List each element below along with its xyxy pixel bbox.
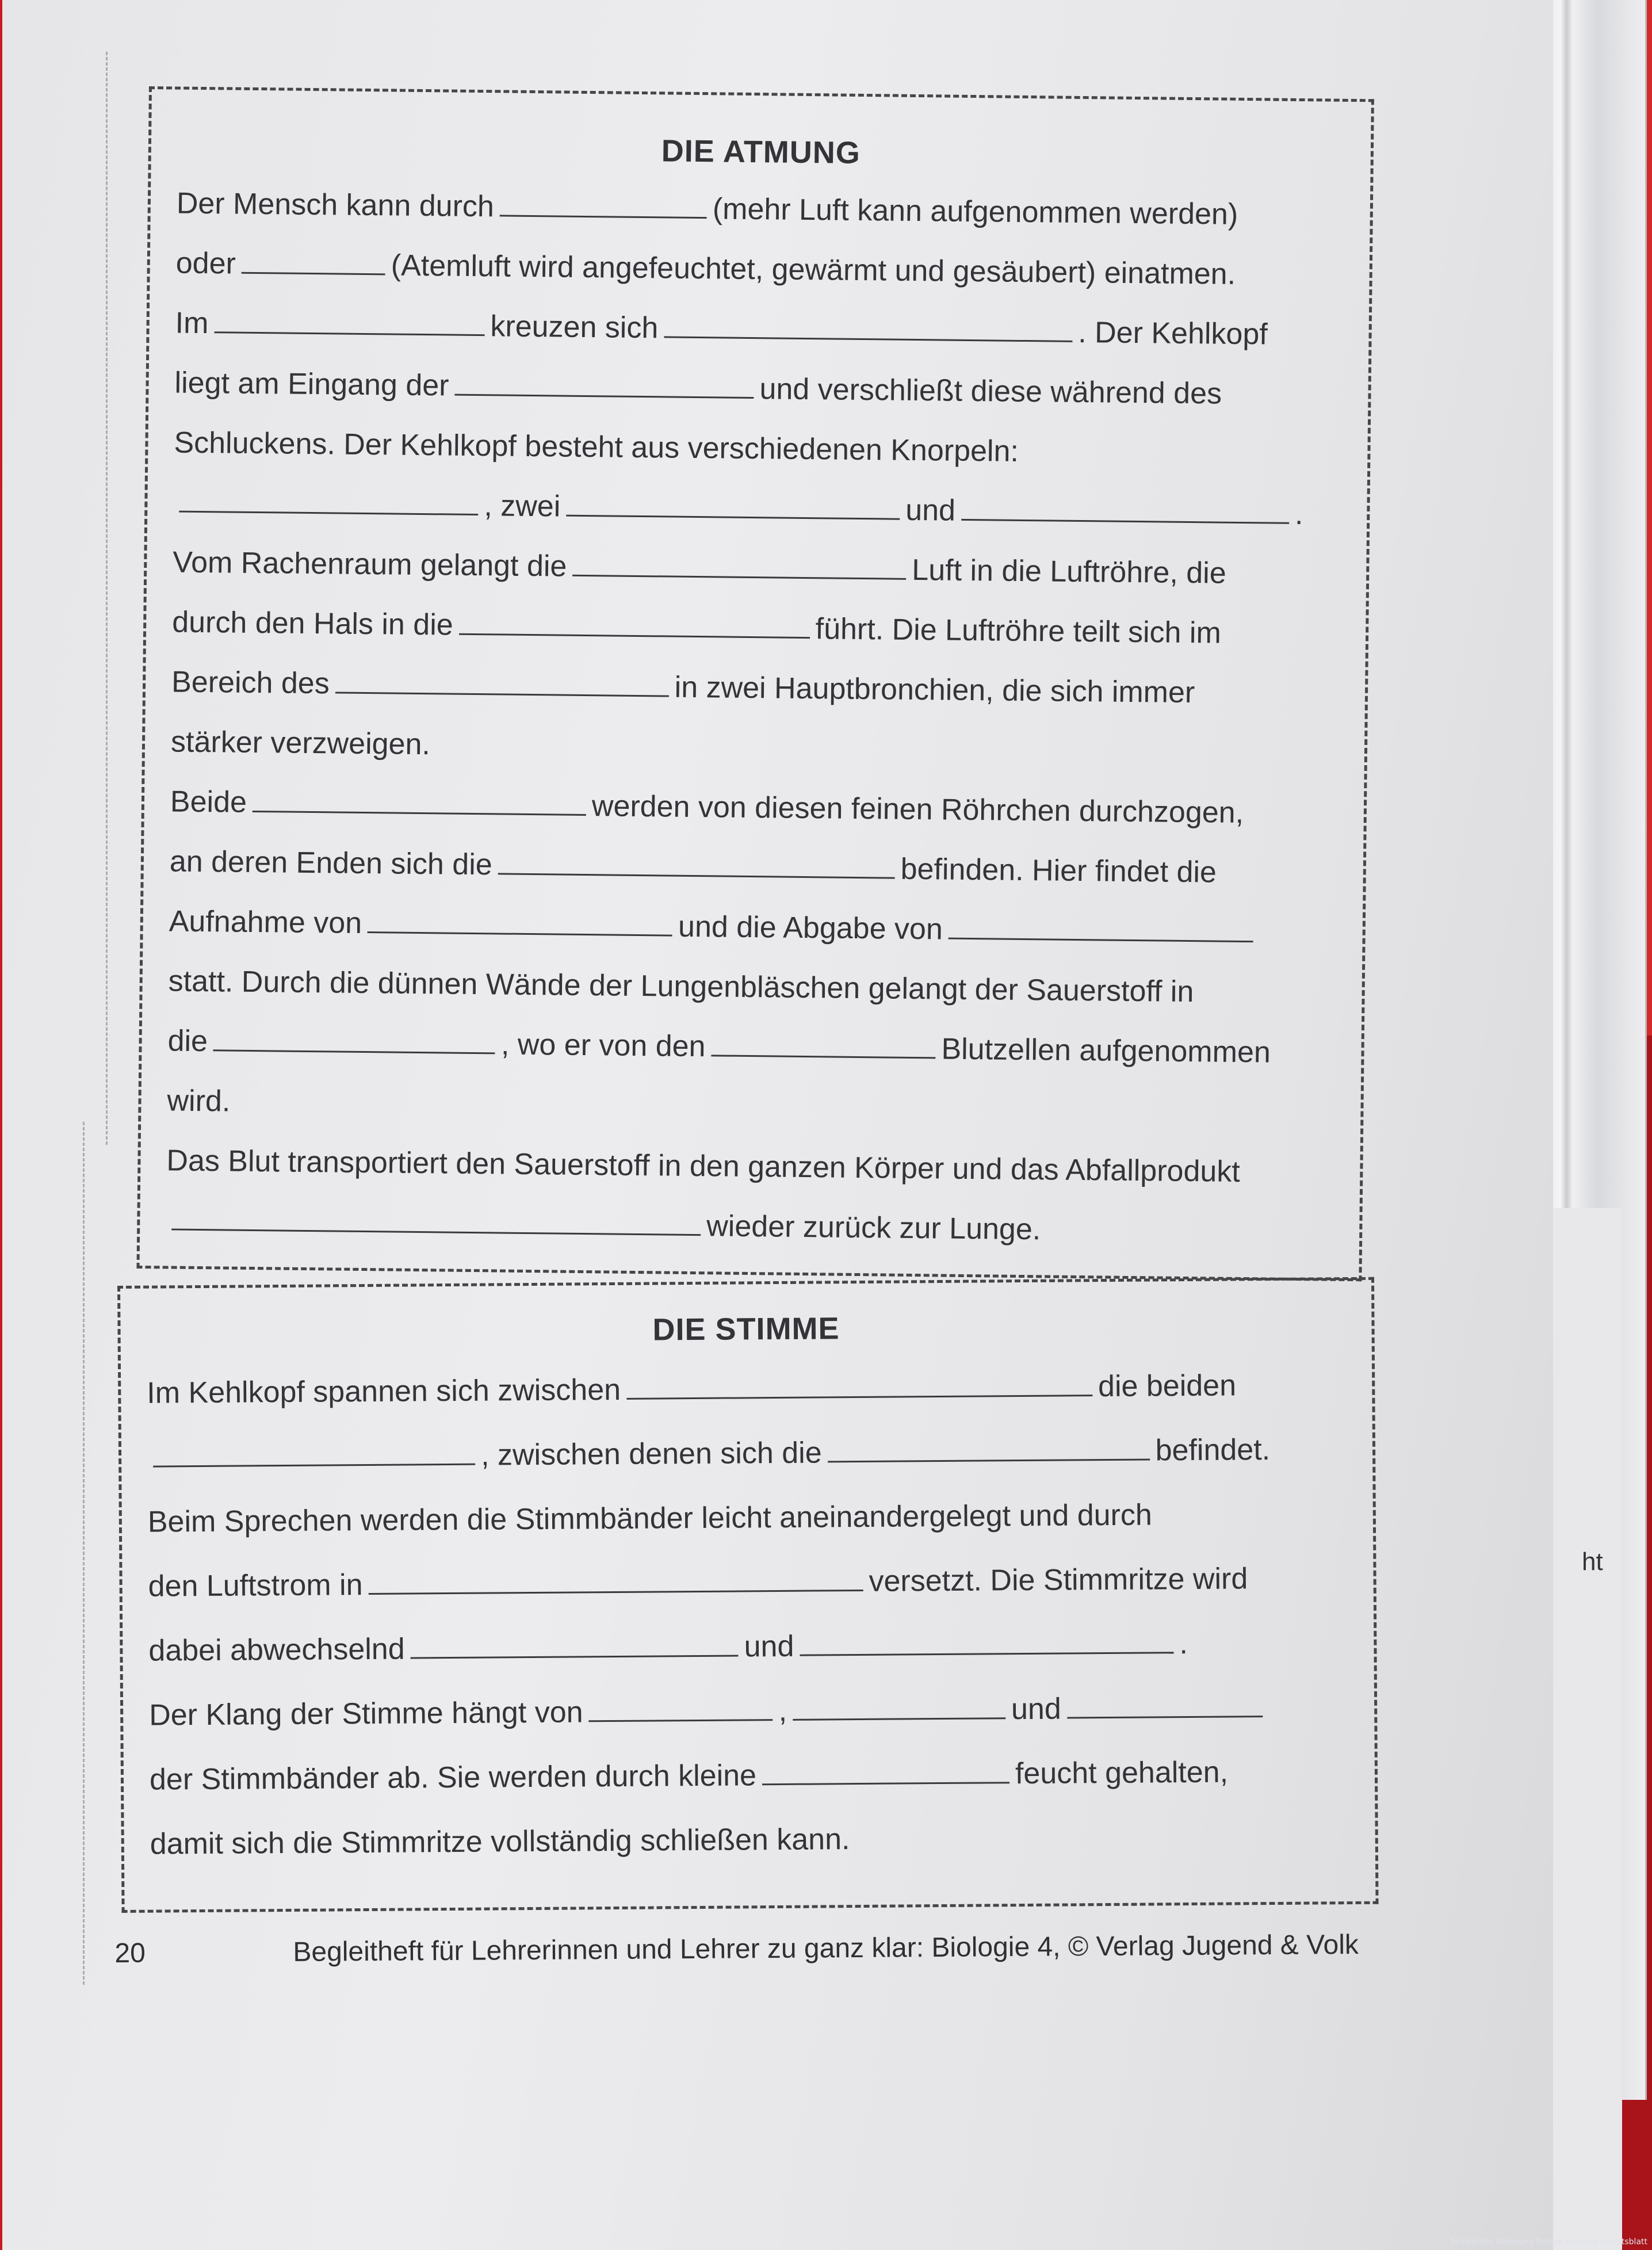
line-text: . [1294, 497, 1303, 532]
text-line [168, 951, 1339, 1023]
text-line [166, 1130, 1337, 1202]
line-text: durch den Hals in die [171, 605, 454, 642]
fill-in-blank[interactable] [588, 1691, 773, 1722]
line-text: versetzt. Die Stimmritze wird [869, 1562, 1248, 1598]
margin-rule [106, 52, 108, 1145]
text-line [149, 1675, 1352, 1748]
section-stimme [117, 1277, 1379, 1913]
text-line [166, 1190, 1337, 1262]
text-line [147, 1481, 1350, 1554]
line-text: befinden. Hier findet die [900, 852, 1217, 889]
line-text: der Stimmbänder ab. Sie werden durch kleine [149, 1759, 757, 1797]
line-text: führt. Die Luftröhre teilt sich im [815, 612, 1222, 650]
section-title: DIE ATMUNG [661, 133, 861, 170]
line-text: und die Abgabe von [678, 910, 943, 946]
fill-in-blank[interactable] [242, 245, 386, 276]
line-text: Im Kehlkopf spannen sich zwischen [147, 1373, 621, 1410]
text-line [171, 712, 1342, 784]
line-text: Der Klang der Stimme hängt von [149, 1695, 583, 1732]
fill-in-blank[interactable] [572, 547, 907, 580]
text-line [176, 174, 1347, 246]
line-text: Luft in die Luftröhre, die [912, 553, 1226, 590]
text-line [147, 1417, 1350, 1490]
fill-in-blank[interactable] [253, 783, 587, 816]
fill-in-blank[interactable] [961, 491, 1290, 524]
line-text: oder [175, 246, 236, 281]
fill-in-blank[interactable] [566, 487, 900, 520]
text-line [148, 1610, 1351, 1683]
text-line [147, 1353, 1349, 1426]
cloze-text [121, 1348, 1375, 1877]
line-text: , zwischen denen sich die [480, 1436, 822, 1472]
line-text: Beim Sprechen werden die Stimmbänder leicht aneinandergelegt und durch [147, 1498, 1152, 1539]
fill-in-blank[interactable] [664, 308, 1072, 342]
line-text: dabei abwechselnd [148, 1632, 405, 1668]
watermark: Schlechtes Ablesung Schule Biologie Arbeitsblatt [1450, 2237, 1647, 2247]
text-line [150, 1739, 1352, 1812]
line-text: statt. Durch die dünnen Wände der Lungenbläschen gelangt der Sauerstoff in [168, 964, 1194, 1009]
fill-in-blank[interactable] [498, 845, 895, 878]
section-title: DIE STIMME [652, 1311, 840, 1347]
fill-in-blank[interactable] [171, 1201, 701, 1236]
fill-in-blank[interactable] [949, 910, 1254, 943]
line-text: den Luftstrom in [148, 1568, 363, 1603]
fill-in-blank[interactable] [213, 1022, 496, 1054]
fill-in-blank[interactable] [335, 664, 670, 697]
cloze-text [140, 169, 1371, 1263]
side-text-fragment: ht [1582, 1548, 1603, 1576]
fill-in-blank[interactable] [626, 1367, 1092, 1400]
fill-in-blank[interactable] [500, 187, 708, 219]
fill-in-blank[interactable] [711, 1027, 936, 1059]
line-text: und verschließt diese während des [759, 372, 1222, 411]
line-text: und [905, 493, 956, 528]
line-text: stärker verzweigen. [170, 725, 431, 762]
line-text: wieder zurück zur Lunge. [706, 1209, 1041, 1247]
line-text: Vom Rachenraum gelangt die [173, 545, 567, 583]
line-text: Im [175, 306, 209, 341]
fill-in-blank[interactable] [1067, 1688, 1263, 1718]
line-text: und [744, 1629, 794, 1664]
fill-in-blank[interactable] [793, 1690, 1005, 1721]
line-text: Bereich des [171, 665, 330, 701]
line-text: werden von diesen feinen Röhrchen durchzogen, [591, 789, 1244, 830]
line-text: an deren Enden sich die [169, 845, 493, 882]
fill-in-blank[interactable] [179, 483, 479, 515]
line-text: feucht gehalten, [1015, 1755, 1229, 1791]
fill-in-blank[interactable] [153, 1436, 475, 1468]
line-text: Schluckens. Der Kehlkopf besteht aus verschiedenen Knorpeln: [174, 426, 1019, 468]
line-text: die [167, 1024, 208, 1059]
margin-rule [83, 1122, 85, 1985]
line-text: (mehr Luft kann aufgenommen werden) [712, 192, 1238, 231]
fill-in-blank[interactable] [214, 304, 485, 336]
line-text: kreuzen sich [490, 310, 659, 345]
line-text: und [1011, 1692, 1061, 1726]
footer-text: Begleitheft für Lehrerinnen und Lehrer zu ganz klar: Biologie 4, © Verlag Jugend & Volk [293, 1929, 1359, 1968]
line-text: Der Mensch kann durch [176, 186, 495, 224]
line-text: liegt am Eingang der [174, 366, 449, 403]
line-text: Beide [170, 785, 247, 819]
line-text: die beiden [1097, 1369, 1237, 1404]
text-line [172, 592, 1343, 664]
line-text: Das Blut transportiert den Sauerstoff in den ganzen Körper und das Abfallprodukt [166, 1144, 1241, 1189]
line-text: in zwei Hauptbronchien, die sich immer [674, 670, 1195, 710]
fill-in-blank[interactable] [368, 1562, 863, 1595]
section-atmung [136, 86, 1374, 1281]
line-text: Blutzellen aufgenommen [941, 1032, 1271, 1069]
fill-in-blank[interactable] [800, 1624, 1173, 1656]
line-text: , [778, 1694, 787, 1728]
text-line [174, 412, 1345, 484]
line-text: , wo er von den [500, 1027, 706, 1064]
line-text: wird. [167, 1084, 231, 1118]
line-text: (Atemluft wird angefeuchtet, gewärmt und gesäubert) einatmen. [391, 249, 1236, 291]
page-footer [114, 1913, 1391, 1969]
fill-in-blank[interactable] [454, 366, 754, 399]
line-text: , zwei [484, 489, 561, 524]
fill-in-blank[interactable] [410, 1627, 738, 1659]
line-text: . Der Kehlkopf [1077, 315, 1268, 352]
page-number: 20 [114, 1938, 146, 1969]
line-text: befindet. [1155, 1433, 1271, 1468]
fill-in-blank[interactable] [459, 606, 810, 639]
line-text: damit sich die Stimmritze vollständig schließen kann. [150, 1823, 850, 1861]
fill-in-blank[interactable] [368, 904, 673, 937]
text-line [148, 1546, 1351, 1619]
line-text: . [1179, 1627, 1188, 1661]
line-text: Aufnahme von [169, 904, 362, 940]
fill-in-blank[interactable] [827, 1431, 1149, 1462]
fill-in-blank[interactable] [762, 1754, 1009, 1785]
text-line [150, 1804, 1352, 1877]
